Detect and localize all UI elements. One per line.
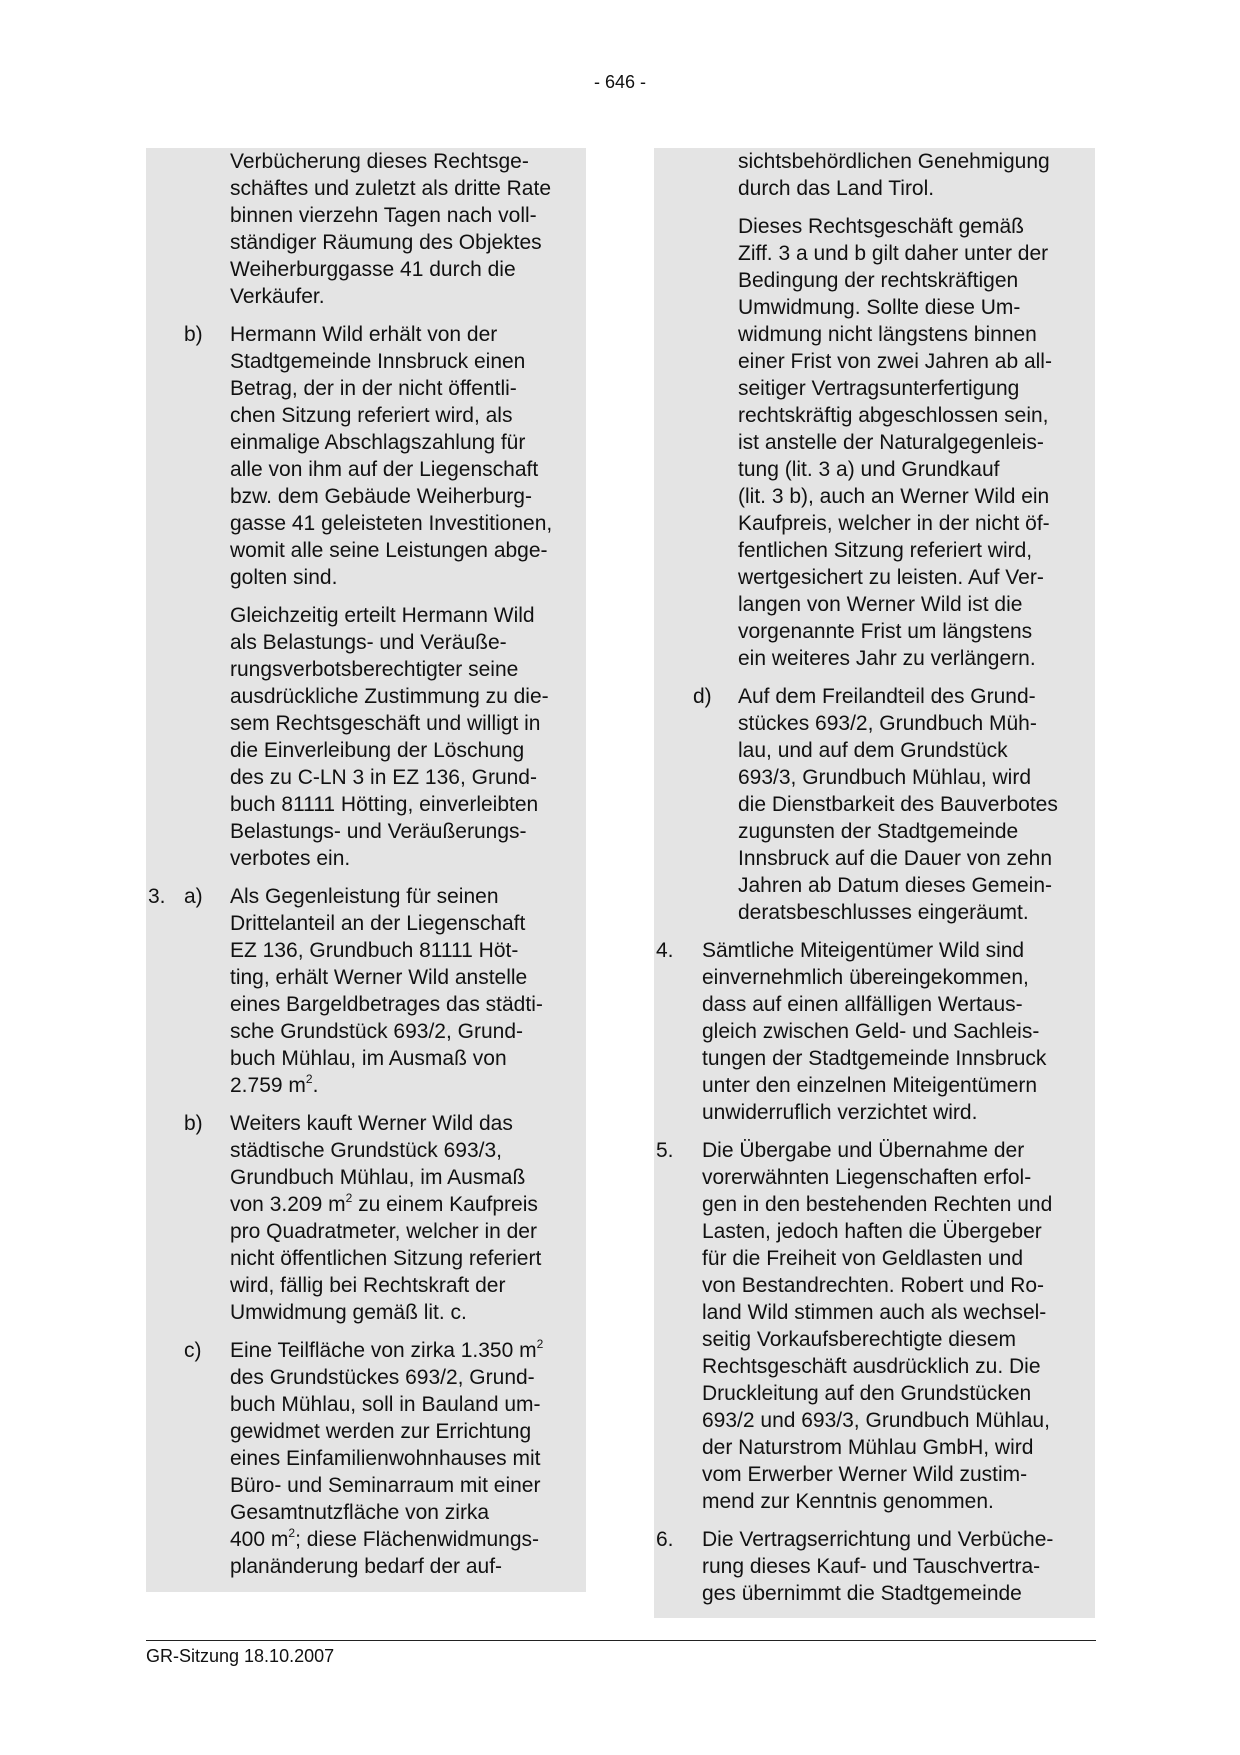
text-line: ting, erhält Werner Wild anstelle bbox=[230, 966, 528, 989]
item-text bbox=[146, 321, 586, 591]
text-line: widmung nicht längstens binnen bbox=[738, 323, 1037, 346]
text-line: Rechtsgeschäft ausdrücklich zu. Die bbox=[702, 1355, 1041, 1378]
text-line: ist anstelle der Naturalgegenleis- bbox=[738, 431, 1044, 454]
item-text bbox=[654, 683, 1095, 926]
text-line: als Belastungs- und Veräuße- bbox=[230, 631, 507, 654]
text-line: Ziff. 3 a und b gilt daher unter der bbox=[738, 242, 1049, 265]
text-line: rungsverbotsberechtigter seine bbox=[230, 658, 519, 681]
text-line: Auf dem Freilandteil des Grund- bbox=[738, 685, 1036, 708]
text-line: womit alle seine Leistungen abge- bbox=[230, 539, 548, 562]
text-line: seitiger Vertragsunterfertigung bbox=[738, 377, 1020, 400]
text-line: Betrag, der in der nicht öffentli- bbox=[230, 377, 517, 400]
text-line: seitig Vorkaufsberechtigte diesem bbox=[702, 1328, 1017, 1351]
text-line: eines Bargeldbetrages das städti- bbox=[230, 993, 543, 1016]
text-line: sem Rechtsgeschäft und willigt in bbox=[230, 712, 541, 735]
text-line: bzw. dem Gebäude Weiherburg- bbox=[230, 485, 532, 508]
paragraph-condition bbox=[654, 213, 1095, 672]
text-line: tung (lit. 3 a) und Grundkauf bbox=[738, 458, 1000, 481]
text-line: Sämtliche Miteigentümer Wild sind bbox=[702, 939, 1025, 962]
text-line: Lasten, jedoch haften die Übergeber bbox=[702, 1220, 1042, 1243]
list-item-b bbox=[146, 321, 586, 591]
item-marker: a) bbox=[184, 885, 203, 908]
text-line: Kaufpreis, welcher in der nicht öf- bbox=[738, 512, 1050, 535]
text-line: vorgenannte Frist um längstens bbox=[738, 620, 1033, 643]
right-column bbox=[654, 148, 1095, 1618]
text-line: unter den einzelnen Miteigentümern bbox=[702, 1074, 1038, 1097]
text-line: vorerwähnten Liegenschaften erfol- bbox=[702, 1166, 1032, 1189]
item-text: Als Gegenleistung für seinen Drittelanteil an der Liegenschaft EZ 136, Grundbuch 81111 Höt- ting, erhält Werner Wild anstelle eines Bargeldbetrages das städti- sche Grundstück 693/2, Grund- buch Mühlau, im Ausmaß von 2.759 $m^2$. bbox=[146, 883, 586, 1099]
text-line: golten sind. bbox=[230, 566, 338, 589]
text-line: wertgesichert zu leisten. Auf Ver- bbox=[738, 566, 1044, 589]
text-line: von Bestandrechten. Robert und Ro- bbox=[702, 1274, 1045, 1297]
list-item-4 bbox=[654, 937, 1095, 1126]
text-line: Als Gegenleistung für seinen bbox=[230, 885, 499, 908]
list-item-d bbox=[654, 683, 1095, 926]
text-line: Belastungs- und Veräußerungs- bbox=[230, 820, 527, 843]
item-number: 5. bbox=[656, 1139, 674, 1162]
footer-divider bbox=[146, 1640, 1096, 1641]
text-line: Die Übergabe und Übernahme der bbox=[702, 1139, 1025, 1162]
item-text bbox=[654, 937, 1095, 1126]
text-line: Verbücherung dieses Rechtsge- bbox=[230, 150, 529, 173]
text-line: einer Frist von zwei Jahren ab all- bbox=[738, 350, 1052, 373]
text-line: EZ 136, Grundbuch 81111 Höt- bbox=[230, 939, 519, 962]
text-line: Büro- und Seminarraum mit einer bbox=[230, 1474, 541, 1497]
text-line: durch das Land Tirol. bbox=[738, 177, 935, 200]
item-number: 3. bbox=[148, 885, 166, 908]
text-line: vom Erwerber Werner Wild zustim- bbox=[702, 1463, 1028, 1486]
item-number: 4. bbox=[656, 939, 674, 962]
text-line: Dieses Rechtsgeschäft gemäß bbox=[738, 215, 1024, 238]
text-line: gasse 41 geleisteten Investitionen, bbox=[230, 512, 553, 535]
text-line: die Dienstbarkeit des Bauverbotes bbox=[738, 793, 1058, 816]
text-line: der Naturstrom Mühlau GmbH, wird bbox=[702, 1436, 1034, 1459]
list-item-6 bbox=[654, 1526, 1095, 1607]
item-marker: b) bbox=[184, 323, 203, 346]
text-line: unwiderruflich verzichtet wird. bbox=[702, 1101, 978, 1124]
text-line: tungen der Stadtgemeinde Innsbruck bbox=[702, 1047, 1047, 1070]
text-line: alle von ihm auf der Liegenschaft bbox=[230, 458, 539, 481]
text-line: ständiger Räumung des Objektes bbox=[230, 231, 542, 254]
text-line: nicht öffentlichen Sitzung referiert bbox=[230, 1247, 542, 1270]
text-line: Gesamtnutzfläche von zirka bbox=[230, 1501, 490, 1524]
text-line: Drittelanteil an der Liegenschaft bbox=[230, 912, 526, 935]
text-line: buch Mühlau, im Ausmaß von bbox=[230, 1047, 507, 1070]
item-text: Eine Teilfläche von zirka 1.350 $m^2$ des Grundstückes 693/2, Grund- buch Mühlau, soll in Bauland um- gewidmet werden zur Errichtung eines Einfamilienwohnhauses mit Büro- und Seminarraum mit einer Gesamtnutzfläche von zirka 400 $m^2$; diese Flächenwidmungs- planänderung bedarf der auf- bbox=[146, 1337, 586, 1580]
text-line: eines Einfamilienwohnhauses mit bbox=[230, 1447, 541, 1470]
text-line: für die Freiheit von Geldlasten und bbox=[702, 1247, 1024, 1270]
text-line: sichtsbehördlichen Genehmigung bbox=[738, 150, 1050, 173]
text-line: Verkäufer. bbox=[230, 285, 325, 308]
text-line: Umwidmung. Sollte diese Um- bbox=[738, 296, 1021, 319]
item-text: Weiters kauft Werner Wild das städtische Grundstück 693/3, Grundbuch Mühlau, im Ausmaß von 3.209 $m^2$ zu einem Kaufpreis pro Quadratmeter, welcher in der nicht öffentlichen Sitzung referiert wird, fällig bei Rechtskraft der Umwidmung gemäß lit. c. bbox=[146, 1110, 586, 1326]
item-text bbox=[654, 1137, 1095, 1515]
text-line: stückes 693/2, Grundbuch Müh- bbox=[738, 712, 1037, 735]
text-line: chen Sitzung referiert wird, als bbox=[230, 404, 513, 427]
text-line: Druckleitung auf den Grundstücken bbox=[702, 1382, 1032, 1405]
text-line: Hermann Wild erhält von der bbox=[230, 323, 498, 346]
text-line: schäftes und zuletzt als dritte Rate bbox=[230, 177, 551, 200]
text-line: des zu C-LN 3 in EZ 136, Grund- bbox=[230, 766, 537, 789]
text-line: fentlichen Sitzung referiert wird, bbox=[738, 539, 1033, 562]
footer-session-date: GR-Sitzung 18.10.2007 bbox=[146, 1646, 335, 1666]
text-line: Die Vertragserrichtung und Verbüche- bbox=[702, 1528, 1054, 1551]
paragraph-continuation bbox=[654, 148, 1095, 202]
item-marker: d) bbox=[693, 685, 712, 708]
text-line: dass auf einen allfälligen Wertaus- bbox=[702, 993, 1023, 1016]
text-line: ges übernimmt die Stadtgemeinde bbox=[702, 1582, 1022, 1605]
text-line: Innsbruck auf die Dauer von zehn bbox=[738, 847, 1053, 870]
paragraph-consent bbox=[146, 602, 586, 872]
text-line: pro Quadratmeter, welcher in der bbox=[230, 1220, 537, 1243]
text-line: rung dieses Kauf- und Tauschvertra- bbox=[702, 1555, 1041, 1578]
text-line: rechtskräftig abgeschlossen sein, bbox=[738, 404, 1049, 427]
list-item-3b bbox=[146, 1110, 586, 1326]
text-line: buch 81111 Hötting, einverleibten bbox=[230, 793, 539, 816]
text-line: land Wild stimmen auch als wechsel- bbox=[702, 1301, 1047, 1324]
text-line: wird, fällig bei Rechtskraft der bbox=[230, 1274, 506, 1297]
text-line: binnen vierzehn Tagen nach voll- bbox=[230, 204, 537, 227]
text-line: gen in den bestehenden Rechten und bbox=[702, 1193, 1053, 1216]
text-line: ausdrückliche Zustimmung zu die- bbox=[230, 685, 549, 708]
text-line: ein weiteres Jahr zu verlängern. bbox=[738, 647, 1036, 670]
text-line: Weiherburggasse 41 durch die bbox=[230, 258, 516, 281]
text-line: mend zur Kenntnis genommen. bbox=[702, 1490, 994, 1513]
text-line: des Grundstückes 693/2, Grund- bbox=[230, 1366, 535, 1389]
item-text bbox=[654, 1526, 1095, 1607]
text-line: deratsbeschlusses eingeräumt. bbox=[738, 901, 1029, 924]
item-number: 6. bbox=[656, 1528, 674, 1551]
text-line: lau, und auf dem Grundstück bbox=[738, 739, 1008, 762]
text-line: Bedingung der rechtskräftigen bbox=[738, 269, 1019, 292]
text-line: 693/2 und 693/3, Grundbuch Mühlau, bbox=[702, 1409, 1050, 1432]
text-line: 693/3, Grundbuch Mühlau, wird bbox=[738, 766, 1032, 789]
text-line: einvernehmlich übereingekommen, bbox=[702, 966, 1029, 989]
text-line: die Einverleibung der Löschung bbox=[230, 739, 525, 762]
text-line: einmalige Abschlagszahlung für bbox=[230, 431, 526, 454]
list-item-3c bbox=[146, 1337, 586, 1580]
text-line: Umwidmung gemäß lit. c. bbox=[230, 1301, 467, 1324]
paragraph-continuation bbox=[146, 148, 586, 310]
text-line: sche Grundstück 693/2, Grund- bbox=[230, 1020, 523, 1043]
text-line: Jahren ab Datum dieses Gemein- bbox=[738, 874, 1052, 897]
text-line: buch Mühlau, soll in Bauland um- bbox=[230, 1393, 541, 1416]
list-item-5 bbox=[654, 1137, 1095, 1515]
text-line: (lit. 3 b), auch an Werner Wild ein bbox=[738, 485, 1050, 508]
list-item-3a bbox=[146, 883, 586, 1099]
text-line: Stadtgemeinde Innsbruck einen bbox=[230, 350, 526, 373]
text-line: langen von Werner Wild ist die bbox=[738, 593, 1023, 616]
item-marker: c) bbox=[184, 1339, 202, 1362]
page-number: - 646 - bbox=[593, 72, 647, 92]
text-line: zugunsten der Stadtgemeinde bbox=[738, 820, 1019, 843]
text-line: verbotes ein. bbox=[230, 847, 351, 870]
text-line: gleich zwischen Geld- und Sachleis- bbox=[702, 1020, 1040, 1043]
item-marker: b) bbox=[184, 1112, 203, 1135]
left-column bbox=[146, 148, 586, 1592]
text-line: gewidmet werden zur Errichtung bbox=[230, 1420, 532, 1443]
text-line: Gleichzeitig erteilt Hermann Wild bbox=[230, 604, 535, 627]
